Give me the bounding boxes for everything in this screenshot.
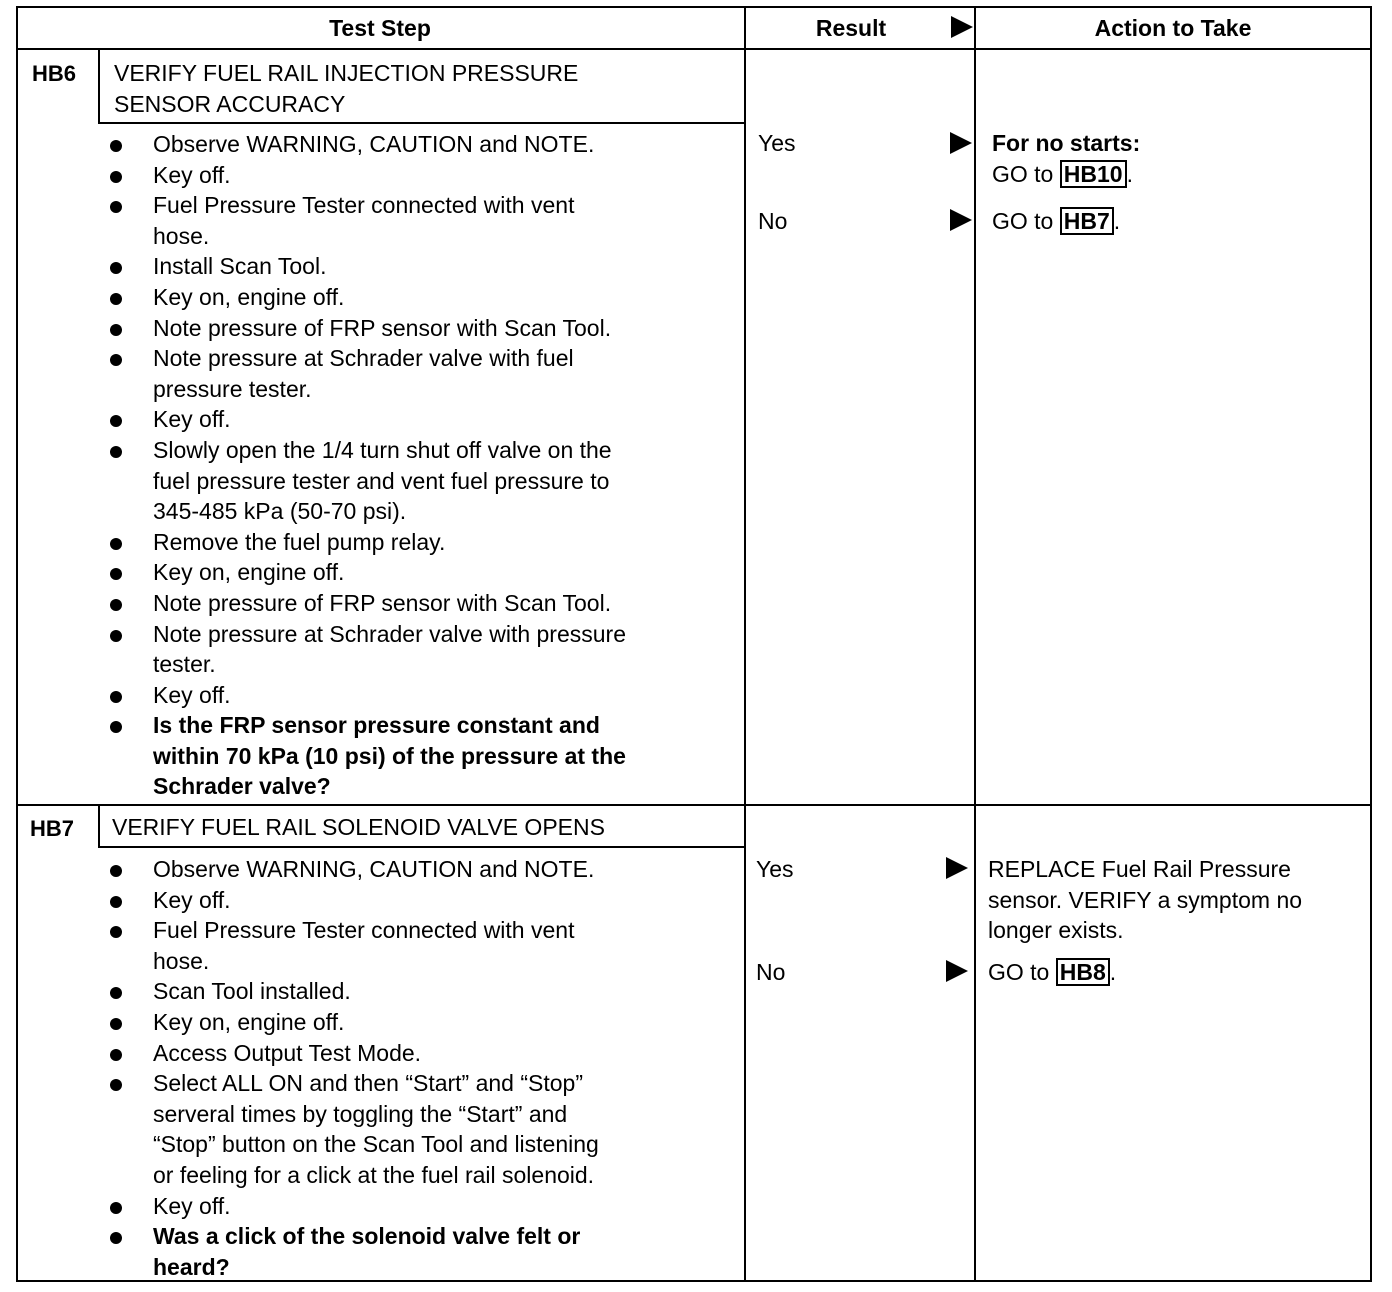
instruction-item [116,557,626,588]
instruction-item [116,190,626,251]
instruction-line: Key off. [153,681,231,708]
instruction-line: Observe WARNING, CAUTION and NOTE. [153,131,595,157]
column-divider-result [744,6,746,1282]
bullet-icon [110,721,122,733]
hb7-yes-action-line1: REPLACE Fuel Rail Pressure [988,856,1291,882]
instruction-line: Note pressure of FRP sensor with Scan Tool. [153,314,612,341]
header-result: Result [815,15,887,41]
bullet-icon [110,354,122,366]
bullet-icon [110,599,122,611]
step-code-hb7: HB7 [30,816,75,841]
instruction-line: fuel pressure tester and vent fuel pressure to [153,467,610,494]
bullet-icon [110,201,122,213]
step-title-hb7: VERIFY FUEL RAIL SOLENOID VALVE OPENS [112,814,605,840]
instruction-line: Observe WARNING, CAUTION and NOTE. [153,856,595,882]
instruction-item [116,1038,599,1069]
hb7-yes-action [988,854,1302,946]
hb7-no-arrow-icon [946,960,968,982]
header-divider [16,48,1372,50]
row-divider [16,804,1372,806]
goto-prefix: GO to [992,208,1060,234]
bullet-icon [110,691,122,703]
bullet-icon [110,171,122,183]
hb6-no-arrow-icon [950,209,972,231]
instruction-item [116,915,599,976]
bullet-icon [110,324,122,336]
hb7-no-action [988,957,1116,988]
instruction-line: hose. [153,222,210,249]
hb6-yes-action-heading: For no starts: [992,130,1141,156]
instruction-item [116,885,599,916]
instruction-line: pressure tester. [153,375,312,402]
instruction-line: Scan Tool installed. [153,978,351,1005]
hb6-instructions [116,129,626,802]
bullet-icon [110,987,122,999]
question-item [116,1221,599,1282]
column-divider-action [974,6,976,1282]
hb7-code-divider [98,804,100,848]
ref-hb10-link[interactable]: HB10 [1060,160,1127,188]
instruction-line: tester. [153,651,216,678]
instruction-line: heard? [153,1253,230,1280]
instruction-line: Install Scan Tool. [153,253,327,280]
instruction-line: 345-485 kPa (50-70 psi). [153,498,407,525]
hb7-instructions [116,854,599,1282]
instruction-line: Access Output Test Mode. [153,1039,422,1066]
bullet-icon [110,896,122,908]
hb6-yes-arrow-icon [950,132,972,154]
instruction-line: within 70 kPa (10 psi) of the pressure at the [153,742,626,769]
instruction-line: Key off. [153,161,231,188]
instruction-line: hose. [153,947,210,974]
instruction-item [116,282,626,313]
header-action: Action to Take [1094,15,1252,41]
instruction-line: Schrader valve? [153,773,331,800]
instruction-line: Note pressure at Schrader valve with pressure [153,620,626,647]
step-title-hb6-line1: VERIFY FUEL RAIL INJECTION PRESSURE [114,60,579,86]
goto-suffix: . [1109,959,1117,985]
instruction-line: Key off. [153,886,231,913]
question-item [116,710,626,802]
hb6-yes-action-goto [992,159,1140,190]
step-code-hb6: HB6 [32,61,77,86]
bullet-icon [110,262,122,274]
instruction-line: Key on, engine off. [153,1008,345,1035]
instruction-line: Is the FRP sensor pressure constant and [153,712,600,739]
instruction-line: Fuel Pressure Tester connected with vent [153,917,575,944]
goto-suffix: . [1113,208,1121,234]
instruction-item [116,976,599,1007]
hb7-title-divider [98,846,744,848]
instruction-line: Was a click of the solenoid valve felt or [153,1223,581,1250]
instruction-item [116,313,626,344]
instruction-line: Note pressure at Schrader valve with fuel [153,345,574,372]
goto-prefix: GO to [992,160,1060,187]
diagnostic-table [16,6,1372,1282]
instruction-item [116,404,626,435]
table-left-border [16,6,18,1282]
bullet-icon [110,140,122,152]
instruction-item [116,619,626,680]
hb6-no-action-goto [992,206,1120,237]
instruction-item [116,527,626,558]
bullet-icon [110,568,122,580]
instruction-line: “Stop” button on the Scan Tool and listening [153,1131,599,1158]
instruction-item [116,1007,599,1038]
ref-hb8-link[interactable]: HB8 [1056,958,1110,986]
instruction-line: or feeling for a click at the fuel rail solenoid. [153,1161,595,1188]
instruction-line: Key off. [153,1192,231,1219]
table-top-border [16,6,1372,8]
instruction-line: Remove the fuel pump relay. [153,528,446,555]
bullet-icon [110,446,122,458]
bullet-icon [110,415,122,427]
bullet-icon [110,293,122,305]
bullet-icon [110,630,122,642]
goto-suffix: . [1126,160,1133,187]
bullet-icon [110,538,122,550]
bullet-icon [110,865,122,877]
instruction-line: Slowly open the 1/4 turn shut off valve on the [153,436,612,463]
instruction-line: serveral times by toggling the “Start” and [153,1100,568,1127]
instruction-item [116,588,626,619]
hb6-title-divider [98,122,744,124]
instruction-line: Fuel Pressure Tester connected with vent [153,192,575,219]
hb6-no-action [992,206,1120,237]
hb7-yes-action-line3: longer exists. [988,917,1124,944]
instruction-line: Select ALL ON and then “Start” and “Stop” [153,1070,583,1097]
bullet-icon [110,1018,122,1030]
instruction-line: Key off. [153,406,231,433]
instruction-item [116,129,626,160]
bullet-icon [110,1232,122,1244]
hb6-code-divider [98,48,100,124]
instruction-item [116,1068,599,1190]
hb6-yes-action [992,128,1140,189]
step-title-hb6-line2: SENSOR ACCURACY [114,91,346,117]
header-test-step: Test Step [329,15,431,41]
instruction-item [116,343,626,404]
instruction-line: Key on, engine off. [153,559,345,586]
instruction-line: Note pressure of FRP sensor with Scan Tool. [153,589,612,616]
hb7-yes-action-line2: sensor. VERIFY a symptom no [988,886,1303,913]
bullet-icon [110,1079,122,1091]
goto-prefix: GO to [988,959,1056,985]
hb7-yes-arrow-icon [946,857,968,879]
bullet-icon [110,926,122,938]
hb7-result-no: No [756,959,786,985]
instruction-line: Key on, engine off. [153,283,345,310]
instruction-item [116,251,626,282]
bullet-icon [110,1202,122,1214]
hb6-result-yes: Yes [758,130,796,156]
hb6-result-no: No [758,208,788,234]
hb7-result-yes: Yes [756,856,794,882]
instruction-item [116,435,626,527]
bullet-icon [110,1049,122,1061]
instruction-item [116,680,626,711]
instruction-item [116,160,626,191]
instruction-item [116,854,599,885]
instruction-item [116,1191,599,1222]
ref-hb7-link[interactable]: HB7 [1060,207,1114,235]
hb7-no-action-goto [988,957,1116,988]
table-right-border [1370,6,1372,1282]
header-arrow-icon [951,16,973,38]
